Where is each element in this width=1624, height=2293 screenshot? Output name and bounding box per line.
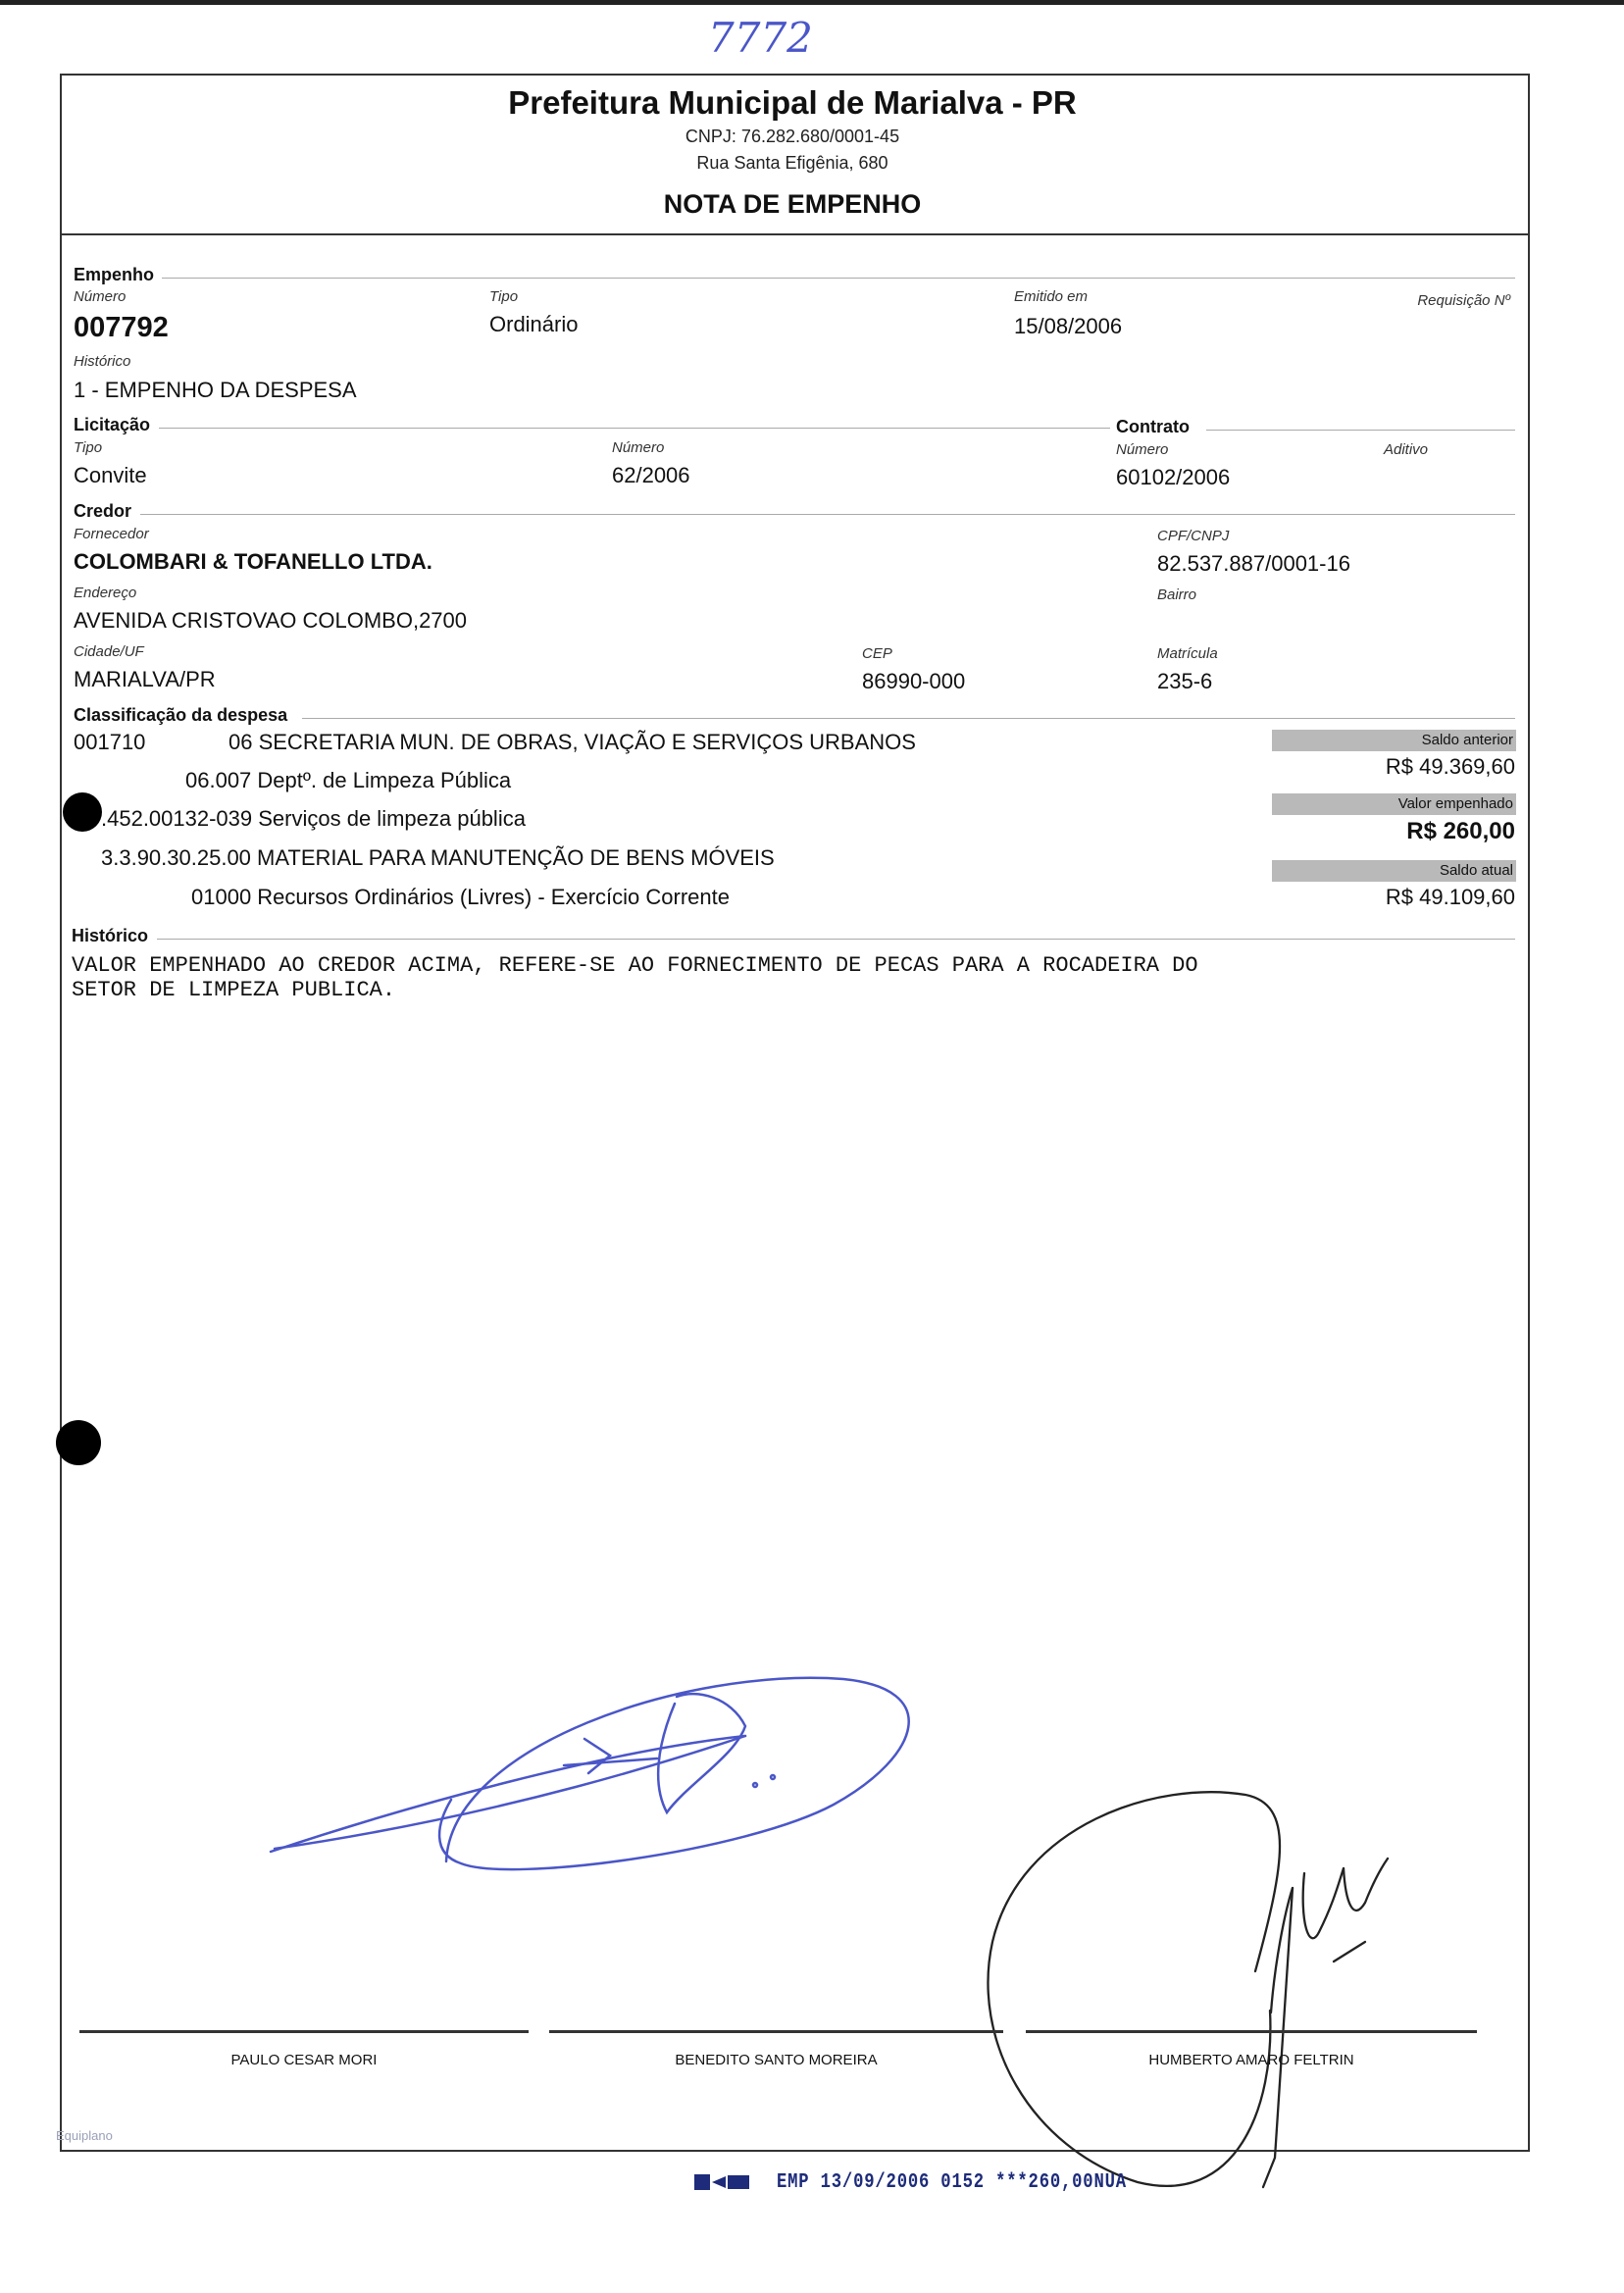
licitacao-section-title: Licitação xyxy=(74,415,151,434)
contrato-section-title: Contrato xyxy=(1116,417,1190,436)
endereco-label: Endereço xyxy=(74,585,137,601)
cep-value: 86990-000 xyxy=(862,669,966,693)
empenho-historico-label: Histórico xyxy=(74,353,131,370)
saldo-atual-label: Saldo atual xyxy=(1272,860,1516,882)
historico-line-2: SETOR DE LIMPEZA PUBLICA. xyxy=(72,978,396,1002)
cidade-value: MARIALVA/PR xyxy=(74,667,216,691)
emitido-date: 15/08/2006 xyxy=(1014,314,1123,338)
fornecedor-name: COLOMBARI & TOFANELLO LTDA. xyxy=(74,549,432,574)
classificacao-section-title: Classificação da despesa xyxy=(74,705,288,725)
historico-section-title: Histórico xyxy=(72,926,149,945)
header-address: Rua Santa Efigênia, 680 xyxy=(696,153,888,173)
classificacao-secretaria: 06 SECRETARIA MUN. DE OBRAS, VIAÇÃO E SERVIÇOS URBANOS xyxy=(228,730,916,754)
header-cnpj: CNPJ: 76.282.680/0001-45 xyxy=(685,127,900,146)
handwritten-number: 7772 xyxy=(708,14,813,62)
requisicao-label: Requisição Nº xyxy=(1417,292,1510,309)
signatory-1: PAULO CESAR MORI xyxy=(230,2052,378,2068)
classificacao-programa: .452.00132-039 Serviços de limpeza pública xyxy=(101,806,526,831)
matricula-value: 235-6 xyxy=(1157,669,1213,693)
saldo-atual-value: R$ 49.109,60 xyxy=(1385,885,1515,909)
licitacao-tipo-label: Tipo xyxy=(74,439,103,456)
cidade-label: Cidade/UF xyxy=(74,643,144,660)
valor-empenhado-label: Valor empenhado xyxy=(1272,793,1516,815)
payment-stamp: EMP 13/09/2006 0152 ***260,00NUA xyxy=(777,2171,1127,2194)
signature-line xyxy=(549,2030,1003,2033)
saldo-anterior-value: R$ 49.369,60 xyxy=(1385,754,1515,779)
licitacao-tipo: Convite xyxy=(74,463,147,487)
signature-line xyxy=(1026,2030,1477,2033)
emitido-label: Emitido em xyxy=(1014,288,1089,305)
contrato-numero: 60102/2006 xyxy=(1116,465,1231,489)
fornecedor-label: Fornecedor xyxy=(74,526,149,542)
signature-line xyxy=(79,2030,529,2033)
empenho-numero-label: Número xyxy=(74,288,127,305)
signature-1-icon xyxy=(271,1678,909,1869)
empenho-numero: 007792 xyxy=(74,312,169,343)
valor-empenhado-value: R$ 260,00 xyxy=(1406,818,1515,844)
empenho-historico: 1 - EMPENHO DA DESPESA xyxy=(74,378,357,402)
empenho-tipo-label: Tipo xyxy=(489,288,519,305)
classificacao-code: 001710 xyxy=(74,730,146,754)
footer-brand: Equiplano xyxy=(56,2128,113,2143)
saldo-anterior-label: Saldo anterior xyxy=(1272,730,1516,751)
cep-label: CEP xyxy=(862,645,892,662)
classificacao-elemento: 3.3.90.30.25.00 MATERIAL PARA MANUTENÇÃO DE BENS MÓVEIS xyxy=(101,845,775,870)
contrato-numero-label: Número xyxy=(1116,441,1169,458)
classificacao-recurso: 01000 Recursos Ordinários (Livres) - Exercício Corrente xyxy=(191,885,730,909)
signatory-2: BENEDITO SANTO MOREIRA xyxy=(675,2052,878,2068)
licitacao-numero: 62/2006 xyxy=(612,463,690,487)
contrato-aditivo-label: Aditivo xyxy=(1384,441,1429,458)
credor-section-title: Credor xyxy=(74,501,132,521)
matricula-label: Matrícula xyxy=(1157,645,1218,662)
signatory-3: HUMBERTO AMARO FELTRIN xyxy=(1148,2052,1354,2068)
classificacao-departamento: 06.007 Deptº. de Limpeza Pública xyxy=(185,768,512,792)
historico-line-1: VALOR EMPENHADO AO CREDOR ACIMA, REFERE-SE AO FORNECIMENTO DE PECAS PARA A ROCADEIRA DO xyxy=(72,953,1198,978)
empenho-tipo: Ordinário xyxy=(489,312,579,336)
signature-2-icon xyxy=(988,1792,1388,2187)
licitacao-numero-label: Número xyxy=(612,439,665,456)
page-title: Prefeitura Municipal de Marialva - PR xyxy=(508,84,1077,121)
cpf-label: CPF/CNPJ xyxy=(1157,528,1230,544)
empenho-section-title: Empenho xyxy=(74,265,155,284)
cpf-value: 82.537.887/0001-16 xyxy=(1157,551,1350,576)
document-title: NOTA DE EMPENHO xyxy=(663,189,922,219)
stamp-logo-icon xyxy=(692,2172,753,2192)
endereco-value: AVENIDA CRISTOVAO COLOMBO,2700 xyxy=(74,608,468,633)
bairro-label: Bairro xyxy=(1157,586,1197,603)
